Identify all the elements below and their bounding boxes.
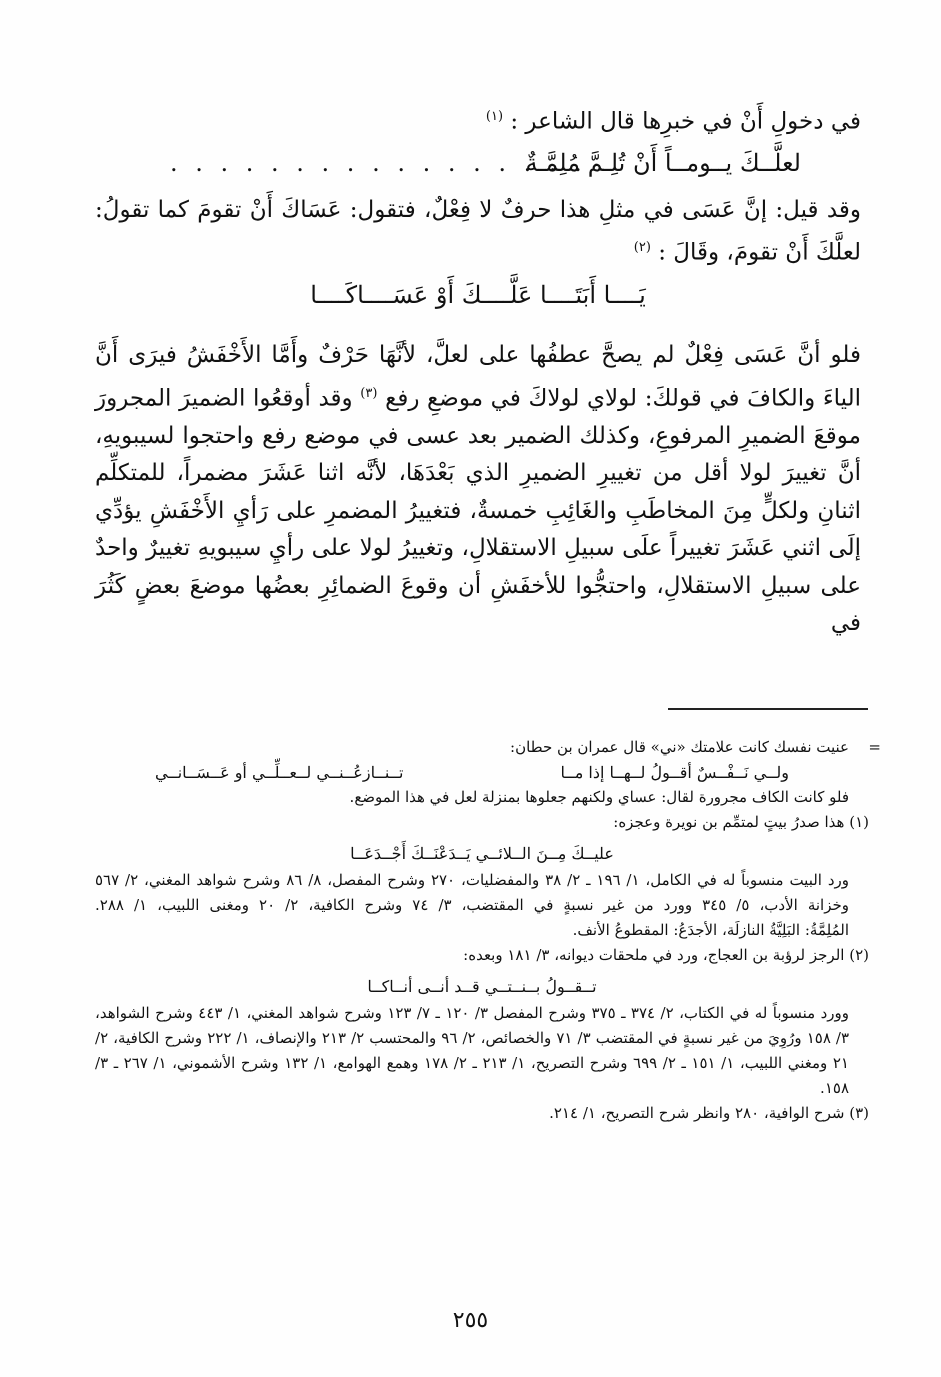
continuation-mark: =	[868, 738, 881, 756]
footnote-ref-3[interactable]: (٣)	[360, 385, 378, 401]
footnote-continuation	[95, 735, 881, 810]
continuation-line: عنيت نفسك كانت علامتك «ني» قال عمران بن حطان:	[510, 738, 849, 756]
continuation-verse-first: ولــي نَــفْــسٌ أقــولُ لــهــا إذا مــا	[560, 763, 789, 782]
paragraph-3-text-b: وقد أوقعُوا الضميرَ المجرورَ موقعَ الضميرِ المرفوعِ، وكذلك الضمير بعد عسى في موضع رفع واحتجوا لسيبويهِ، أنَّ تغييرَ لولا أقل من تغييرِ الضميرِ الذي بَعْدَهَا، لأنَّه اثنا عَشَرَ مضمراً، للمتكلِّم اثنانِ ولكلٍّ مِنَ المخاطَبِ والغَائِبِ خمسةٌ، فتغييرُ المضمرِ على رَأيِ الأَخْفَشِ يؤدِّي إلَى اثني عَشَرَ تغييراً علَى سبيلِ الاستقلالِ، وتغييرُ لولا على رأيِ سيبويهِ تغييرٌ واحدٌ على سبيلِ الاستقلالِ، واحتجُّوا للأخفَشِ أن وقوعَ الضمائِرِ بعضُها موضعَ بعضٍ كَثُرَ في	[95, 385, 861, 637]
footnote-ref-2[interactable]: (٢)	[633, 239, 651, 255]
paragraph-2	[95, 191, 861, 272]
footnote-1-verse: عليــكَ مِــنَ الــلائــي يَــدَعْنَــكَ أَجْــدَعَــا	[350, 844, 614, 863]
footnote-separator	[668, 708, 868, 710]
footnote-2-sources: وورد منسوباً له في الكتاب، ٢/ ٣٧٤ ـ ٣٧٥ وشرح المفصل ٣/ ١٢٠ ـ ٧/ ١٢٣ وشرح شواهد المغني، ١/ ٤٤٣ وشرح الشواهد، ٣/ ١٥٨ ورُوِيَ من غير نسبةٍ في المقتضب ٣/ ٧١ والخصائص، ٢/ ٩٦ والمحتسب ٢/ ٢١٣ والإنصاف، ١/ ٢٢٢ وشرح الكافية، ٢/ ٢١ ومغني اللبيب، ١/ ١٥١ ـ ٢/ ٦٩٩ وشرح التصريح، ١/ ٢١٣ ـ ٢/ ١٧٨ وهمع الهوامع، ١/ ١٣٢ وشرح الأشموني، ١/ ٢٦٧ ـ ٣/ ١٥٨.	[95, 1004, 850, 1097]
footnote-1-sources: ورد البيت منسوباً له في الكامل، ١/ ١٩٦ ـ ٢/ ٣٨ والمفضليات، ٢٧٠ وشرح المفصل، ٨/ ٨٦ وشرح شواهد المغني، ٢/ ٥٦٧ وخزانة الأدب، ٥/ ٣٤٥ وورد من غير نسبةٍ في المقتضب، ٣/ ٧٤ وشرح الكافية، ٢/ ٢٠ ومغنى اللبيب، ١/ ٢٨٨.	[95, 871, 850, 914]
footnote-2-verse: تــقــولُ بــنــتــي قــد أنــى أنــاكــا	[367, 977, 597, 996]
opening-line	[95, 98, 861, 141]
verse-1-second-hemistich-dots: . . . . . . . . . . . . . . . . .	[170, 148, 587, 177]
footnote-2	[95, 943, 869, 1101]
page-number: ٢٥٥	[452, 1308, 489, 1333]
verse-1	[95, 141, 861, 185]
continuation-verse	[95, 760, 869, 785]
verse-1-first-hemistich: لعلَّــكَ يــومــاً أَنْ تُلِـمَّ مُلِمَّـةٌ	[525, 148, 801, 177]
footnote-1-number: (١)	[849, 813, 869, 831]
footnote-1	[95, 810, 869, 943]
opening-line-text: في دخولِ أَنْ في خبرِها قال الشاعر :	[510, 108, 861, 135]
footnote-1-intro: هذا صدرُ بيتٍ لمتمِّم بن نويرة وعجزه:	[613, 813, 845, 831]
footnote-3-number: (٣)	[849, 1104, 869, 1122]
paragraph-3	[95, 337, 861, 643]
verse-2-text: يَــــا أَبَتَــــا عَلَّــــكَ أَوْ عَسَــــاكَــــا	[310, 281, 646, 310]
paragraph-3-text-a: فلو أنَّ عَسَى فِعْلٌ لم يصحَّ عطفُها على لعلَّ، لأنَّهَا حَرْفٌ وأَمَّا الأَخْفَشُ فيرَى أَنَّ الياءَ والكافَ في قولكَ: لولاي لولاكَ في موضعِ رفع	[95, 342, 862, 412]
footnote-3	[95, 1101, 869, 1126]
main-text	[95, 98, 861, 643]
footnote-1-gloss: المُلِمَّةُ: البَلِيَّةُ النازلَة، الأجدَعُ: المقطوعُ الأنف.	[572, 921, 849, 939]
footnote-3-text: شرح الوافية، ٢٨٠ وانظر شرح التصريح، ١/ ٢١٤.	[549, 1104, 845, 1122]
footnote-2-intro: الرجز لرؤبة بن العجاج، ورد في ملحقات ديوانه، ٣/ ١٨١ وبعده:	[463, 946, 845, 964]
footnote-2-number: (٢)	[849, 946, 869, 964]
footnote-ref-1[interactable]: (١)	[485, 109, 504, 124]
verse-2	[95, 271, 861, 323]
paragraph-2-text: وقد قيل: إنَّ عَسَى في مثلِ هذا حرفٌ لا فِعْلٌ، فتقول: عَسَاكَ أَنْ تقومَ كما تقولُ: لعلَّكَ أَنْ تقومَ، وقَالَ :	[95, 196, 861, 266]
footnotes	[95, 735, 881, 1126]
continuation-verse-second: تــنــازعُــنــي لــعــلِّــي أو عَــسَــانــي	[155, 763, 404, 782]
continuation-line-2: فلو كانت الكاف مجرورة لقال: عساي ولكنهم جعلوها بمنزلة لعل في هذا الموضع.	[349, 788, 849, 806]
